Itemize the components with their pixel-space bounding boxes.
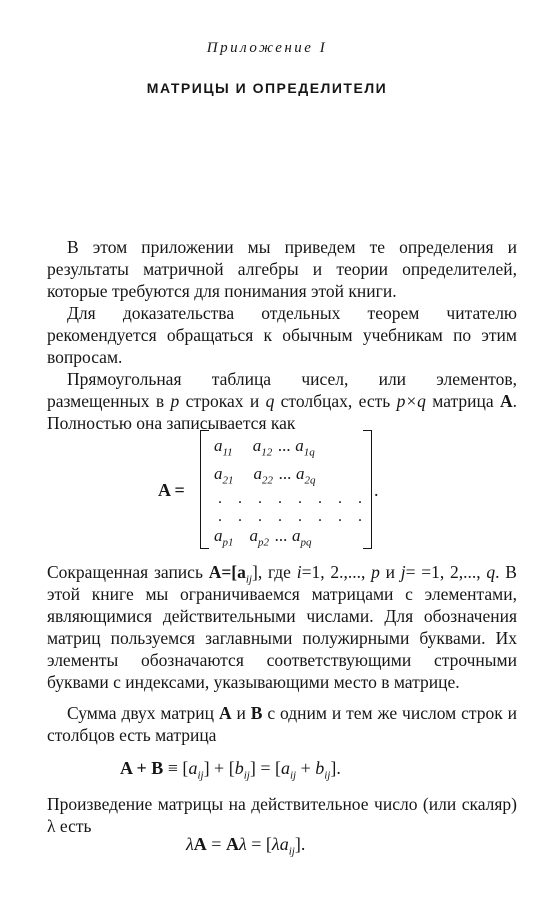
index: 1q <box>303 446 315 459</box>
index: 22 <box>262 474 273 487</box>
matrix-dots-row-4: . . . . . . . . <box>218 508 368 525</box>
cell: a <box>249 526 258 545</box>
text: Сумма двух матриц <box>67 703 219 723</box>
formula-part: b <box>234 758 244 778</box>
paragraph-matrix-definition <box>47 368 517 434</box>
cell: a <box>214 526 223 545</box>
index: 2q <box>304 474 316 487</box>
text: матрица <box>425 391 500 411</box>
matrix-display <box>158 430 388 555</box>
index: ij <box>245 573 252 586</box>
matrix-row-2 <box>214 464 316 487</box>
text: ], где <box>252 562 297 582</box>
formula-part: λ <box>186 834 194 854</box>
matrix-row-1 <box>214 436 315 459</box>
formula-part: a <box>280 758 290 778</box>
matrix-symbol-B: B <box>250 703 263 723</box>
text: строках и <box>179 391 266 411</box>
index: 21 <box>222 474 234 487</box>
var-i: i <box>296 562 302 582</box>
text: с одним и тем же числом строк и столбцов есть матрица <box>47 703 517 745</box>
cell: ... a <box>278 436 304 455</box>
paragraph-sum <box>47 702 517 746</box>
cell: a <box>253 464 262 483</box>
paragraph-notation <box>47 561 517 693</box>
var-q: q <box>265 391 275 411</box>
formula-part: λ <box>238 834 247 854</box>
cell: a <box>252 436 262 455</box>
matrix-row-last <box>214 526 312 549</box>
var-p: p <box>170 391 180 411</box>
cell: ... a <box>279 464 305 483</box>
matrix-period: . <box>374 480 379 500</box>
text: . В этой книге мы ограничиваемся матрицами с элементами, являющимися действительными числами. Для обозначения матриц пользуемся заглавными полужирными буквами. Их элементы обозначаются соответствующими строчными буквами с индексами, указывающими место в матрице. <box>47 562 517 692</box>
var-q: q <box>486 562 496 582</box>
chapter-title: МАТРИЦЫ И ОПРЕДЕЛИТЕЛИ <box>146 80 388 96</box>
index: 11 <box>222 446 233 459</box>
scalar-formula <box>186 834 306 858</box>
paragraph-scalar: Произведение матрицы на действительное число (или скаляр) λ есть <box>47 794 517 836</box>
appendix-label: Приложение I <box>206 40 328 56</box>
index: p2 <box>258 536 269 549</box>
formula-part: a <box>188 758 198 778</box>
text: . Полностью она записывается как <box>47 391 517 433</box>
matrix-dots-row-3: . . . . . . . . <box>218 490 368 507</box>
formula: A=[a <box>208 562 246 582</box>
formula-part: λa <box>271 834 289 854</box>
var-j: j <box>400 562 406 582</box>
paragraph-references: Для доказательства отдельных теорем читателю рекомендуется обращаться к обычным учебникам по этим вопросам. <box>47 303 517 367</box>
formula-part: ≡ [ <box>163 758 189 778</box>
cell: a <box>214 464 223 483</box>
matrix-lhs: A = <box>158 480 185 500</box>
index: ij <box>197 769 204 782</box>
formula-part: = <box>206 834 226 854</box>
formula-part: ] + [ <box>203 758 235 778</box>
formula-part: A <box>193 834 207 854</box>
text: столбцах, есть <box>274 391 397 411</box>
sum-formula <box>120 758 341 782</box>
formula-part: ]. <box>330 758 341 778</box>
text: и <box>379 562 401 582</box>
left-bracket <box>200 430 209 549</box>
text: Прямоугольная таблица чисел, или элементов, размещенных в <box>47 369 517 411</box>
text: =1, 2.,..., <box>301 562 372 582</box>
formula-part: ]. <box>294 834 306 854</box>
formula-part: A + B <box>120 758 164 778</box>
var-p: p <box>371 562 380 582</box>
formula-part: A <box>225 834 239 854</box>
text: Сокращенная запись <box>47 562 209 582</box>
paragraph-intro: В этом приложении мы приведем те определения и результаты матричной алгебры и теории определителей, которые требуются для понимания этой книги. <box>47 237 517 301</box>
text: и <box>231 703 251 723</box>
index: ij <box>324 769 331 782</box>
index: 12 <box>261 446 273 459</box>
index: p1 <box>222 536 234 549</box>
text: = =1, 2,..., <box>405 562 487 582</box>
cell: ... a <box>275 526 301 545</box>
matrix-symbol-A: A <box>218 703 232 723</box>
matrix-symbol-A: A <box>499 391 513 411</box>
index: pq <box>300 536 312 549</box>
index: ij <box>288 845 295 858</box>
formula-part: ] = [ <box>249 758 281 778</box>
formula-part: + <box>296 758 316 778</box>
var-pxq: p×q <box>396 391 426 411</box>
formula-part: = [ <box>246 834 272 854</box>
formula-part: b <box>315 758 325 778</box>
index: ij <box>243 769 250 782</box>
index: ij <box>289 769 297 782</box>
cell: a <box>214 436 223 455</box>
